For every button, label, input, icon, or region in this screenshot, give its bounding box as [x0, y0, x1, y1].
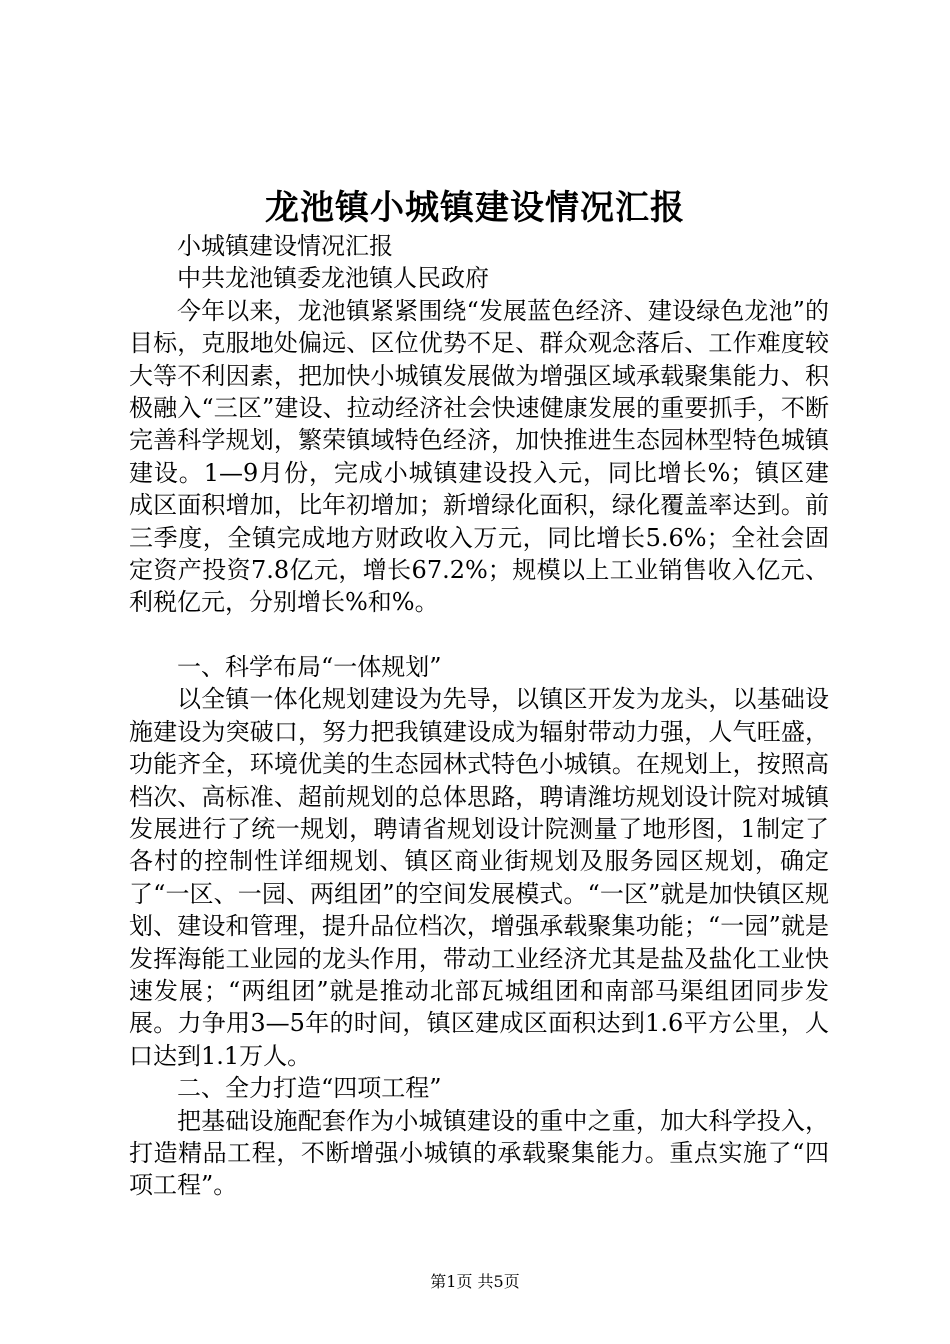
- document-body: [129, 230, 829, 1202]
- section-2-paragraph: 把基础设施配套作为小城镇建设的重中之重，加大科学投入，打造精品工程，不断增强小城镇的承载聚集能力。重点实施了“四项工程”。: [129, 1106, 829, 1200]
- paragraph-gap: [129, 619, 829, 651]
- intro-paragraph: 今年以来，龙池镇紧紧围绕“发展蓝色经济、建设绿色龙池”的目标，克服地处偏远、区位优势不足、群众观念落后、工作难度较大等不利因素，把加快小城镇发展做为增强区域承载聚集能力、积极融入“三区”建设、拉动经济社会快速健康发展的重要抓手，不断完善科学规划，繁荣镇域特色经济，加快推进生态园林型特色城镇建设。1—9月份，完成小城镇建设投入元，同比增长%；镇区建成区面积增加，比年初增加；新增绿化面积，绿化覆盖率达到。前三季度，全镇完成地方财政收入万元，同比增长5.6%；全社会固定资产投资7.8亿元，增长67.2%；规模以上工业销售收入亿元、利税亿元，分别增长%和%。: [129, 296, 829, 617]
- section-heading-2: 二、全力打造“四项工程”: [177, 1074, 442, 1103]
- document-title: 龙池镇小城镇建设情况汇报: [265, 188, 685, 228]
- section-1-paragraph: 以全镇一体化规划建设为先导，以镇区开发为龙头，以基础设施建设为突破口，努力把我镇建设成为辐射带动力强，人气旺盛，功能齐全，环境优美的生态园林式特色小城镇。在规划上，按照高档次、高标准、超前规划的总体思路，聘请潍坊规划设计院对城镇发展进行了统一规划，聘请省规划设计院测量了地形图，1制定了各村的控制性详细规划、镇区商业街规划及服务园区规划，确定了“一区、一园、两组团”的空间发展模式。“一区”就是加快镇区规划、建设和管理，提升品位档次，增强承载聚集功能；“一园”就是发挥海能工业园的龙头作用，带动工业经济尤其是盐及盐化工业快速发展；“两组团”就是推动北部瓦城组团和南部马渠组团同步发展。力争用3—5年的时间，镇区建成区面积达到1.6平方公里，人口达到1.1万人。: [129, 685, 829, 1070]
- author-paragraph: 中共龙池镇委龙池镇人民政府: [177, 264, 489, 293]
- section-heading-1: 一、科学布局“一体规划”: [177, 652, 442, 681]
- subtitle-paragraph: 小城镇建设情况汇报: [177, 232, 393, 260]
- page-footer: 第1页 共5页: [430, 1272, 520, 1291]
